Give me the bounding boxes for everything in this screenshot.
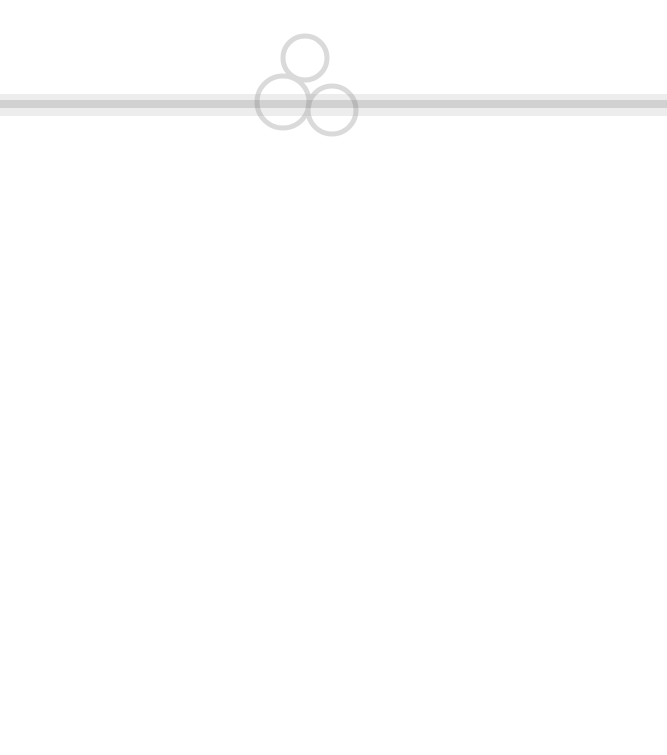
watermark: [257, 36, 356, 134]
footer-watermark-strip: [0, 740, 667, 755]
scan-shadow-band: [0, 94, 667, 116]
ms-deq-seal-icon: [257, 36, 356, 134]
